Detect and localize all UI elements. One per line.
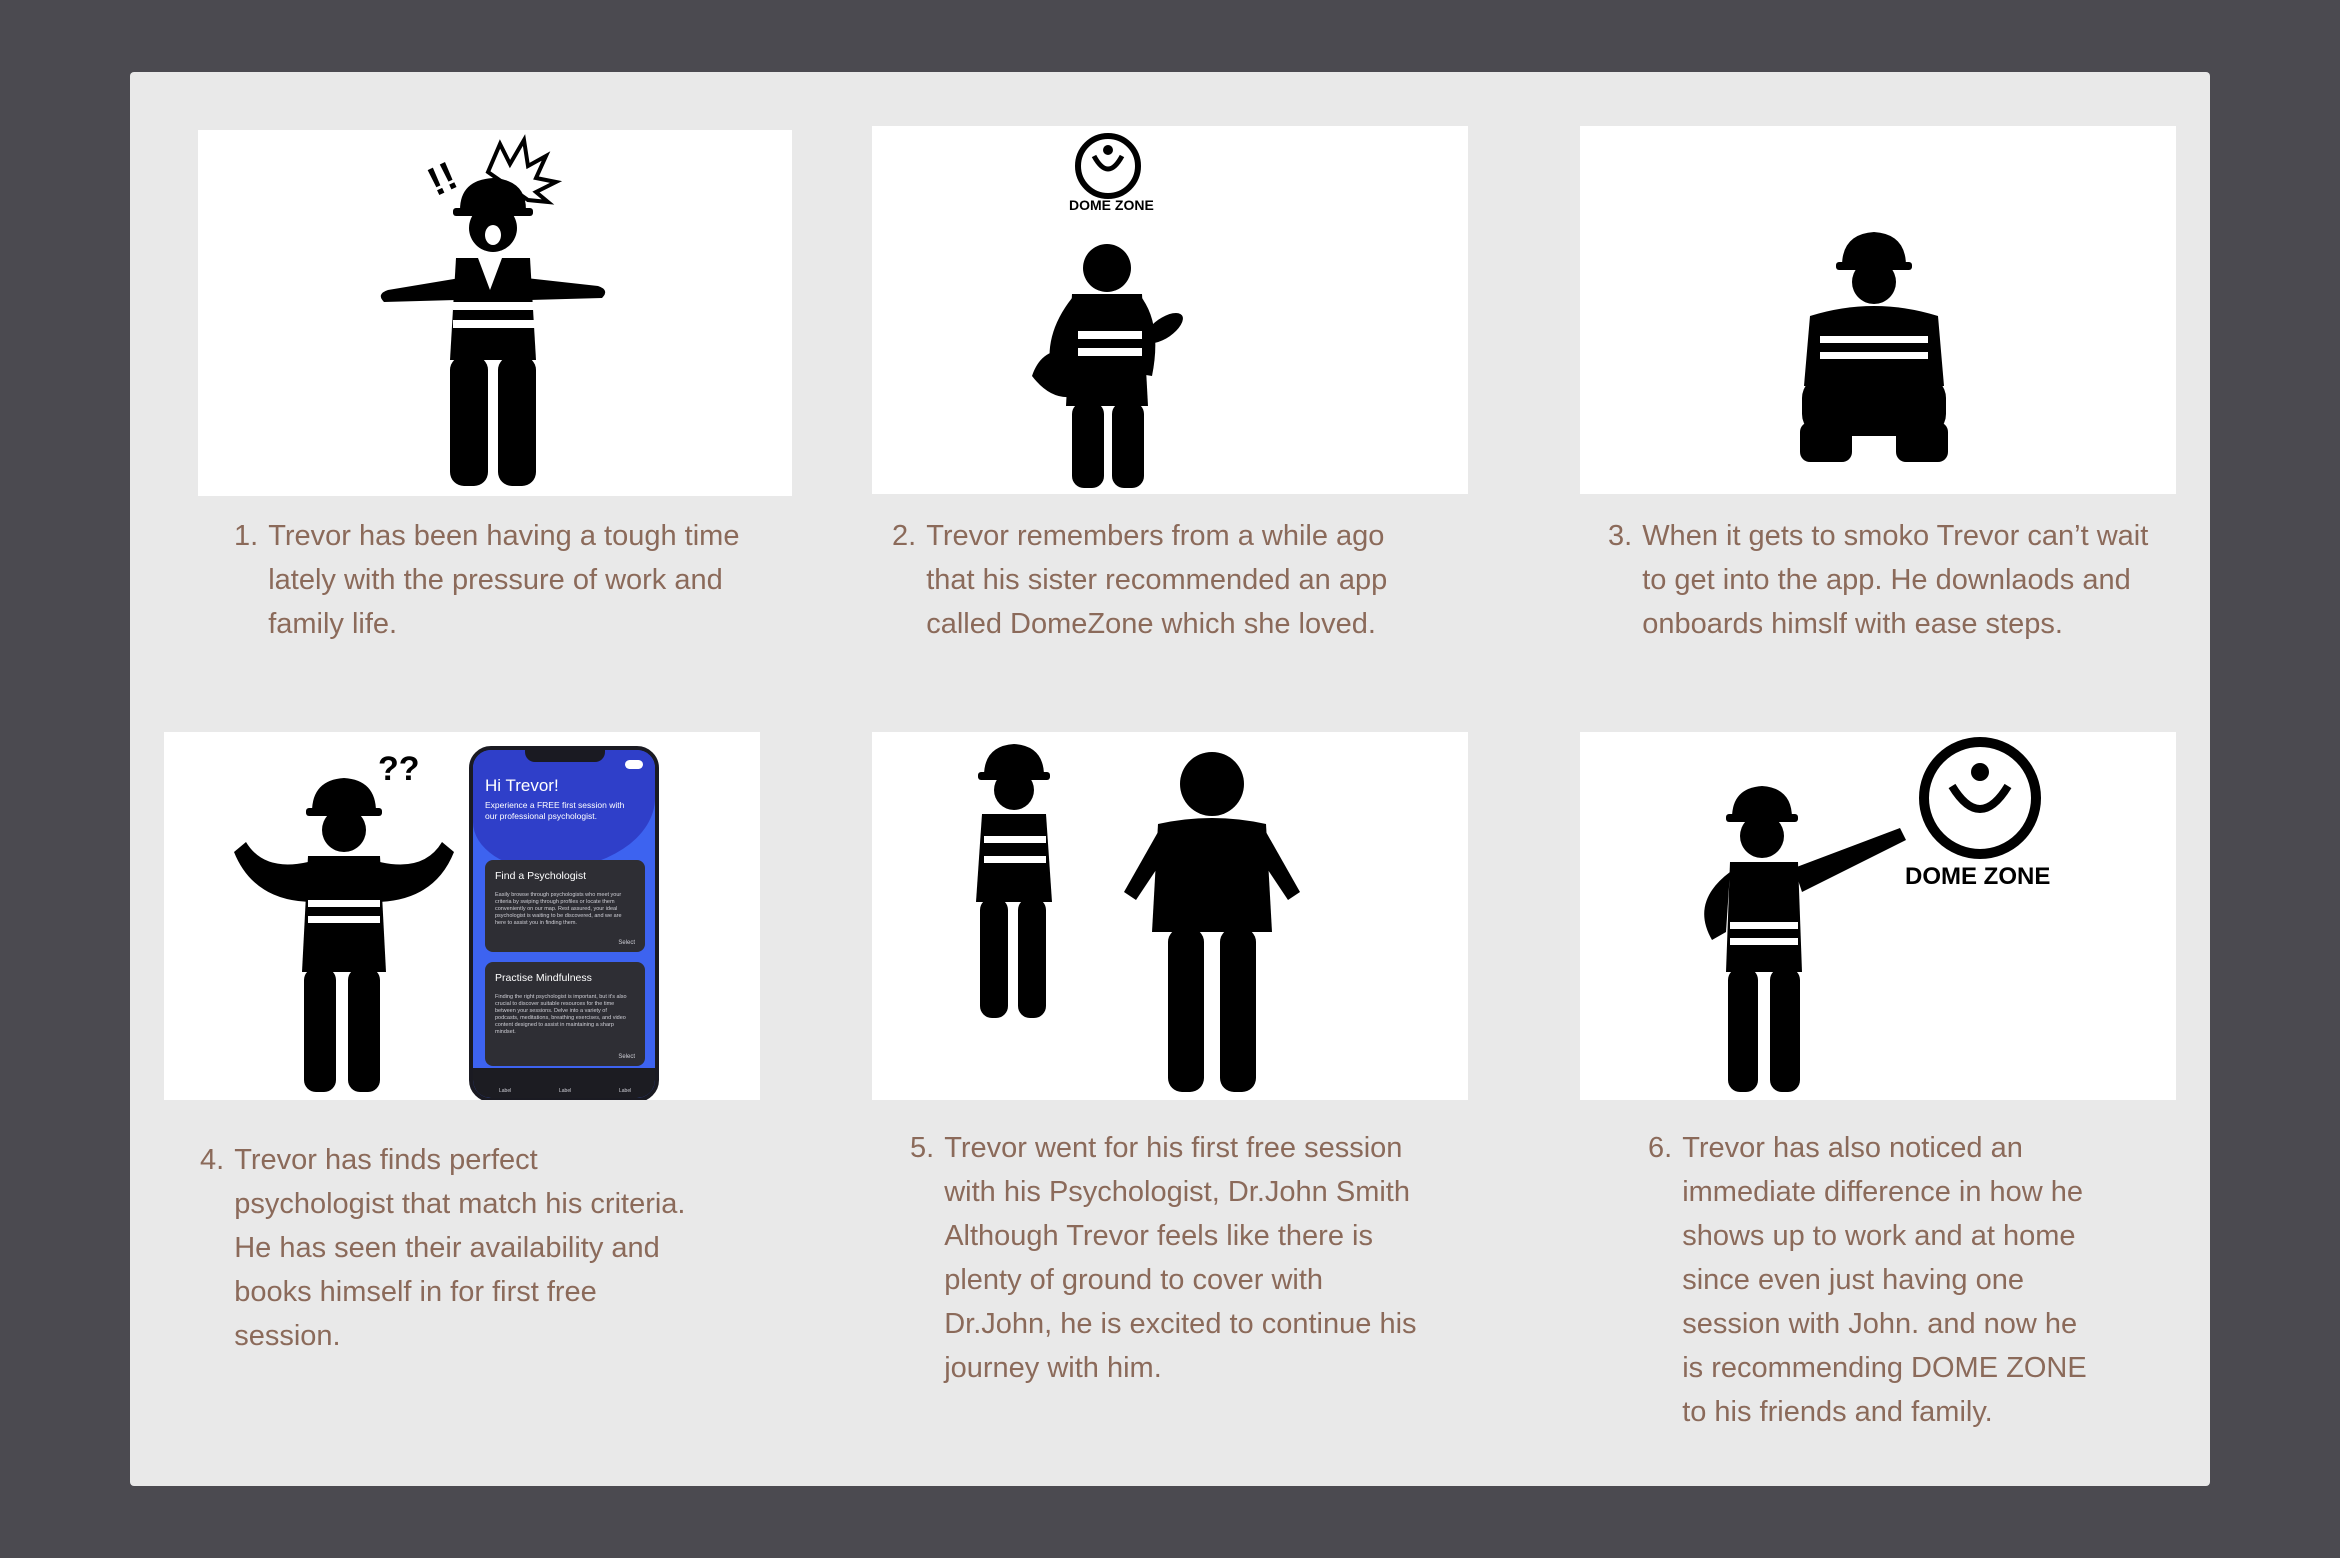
card-title: Practise Mindfulness [495, 972, 592, 984]
practise-mindfulness-card [485, 962, 645, 1066]
panel-6-image [1580, 732, 2176, 1100]
card-title: Find a Psychologist [495, 870, 587, 882]
caption-6 [1648, 1126, 2168, 1434]
caption-3 [1608, 514, 2188, 646]
card-body: Finding the right psychologist is important, but it's also crucial to discover suitable resources for the time between your sessions. Delve into a variety of podcasts, meditations, breathing exercises, and video content designed to assist in maintaining a sharp mindset. [495, 994, 627, 1035]
card-select: Select [618, 940, 635, 946]
step-number: 2. [892, 520, 917, 552]
confused-worker-icon [164, 732, 760, 1100]
panel-2-image [872, 126, 1468, 494]
exclaim-text: !! [421, 153, 464, 205]
step-text: Trevor went for his first free session with his Psychologist, Dr.John Smith Although Trevor feels like there is plenty of ground to cover with Dr.John, he is excited to continue his journey with him. [944, 1132, 1417, 1384]
stressed-worker-icon [198, 130, 792, 496]
storyboard [130, 72, 2210, 1486]
panel-5-image [872, 732, 1468, 1100]
caption-2 [892, 514, 1452, 646]
find-psychologist-card [485, 860, 645, 952]
step-number: 3. [1608, 520, 1633, 552]
caption-5 [910, 1126, 1470, 1390]
tab-label: Label [559, 1088, 572, 1094]
caption-1 [234, 514, 794, 646]
sad-worker-icon [872, 126, 1468, 494]
app-phone-mockup [469, 746, 659, 1100]
step-text: Trevor remembers from a while ago that his sister recommended an app called DomeZone which she loved. [926, 520, 1388, 640]
pointing-worker-icon [1580, 732, 2176, 1100]
panel-4-image [164, 732, 760, 1100]
toggle-icon [625, 760, 643, 769]
panel-3-image [1580, 126, 2176, 494]
step-number: 1. [234, 520, 259, 552]
step-number: 6. [1648, 1132, 1673, 1164]
logo-label: DOME ZONE [1069, 197, 1154, 213]
step-text: Trevor has also noticed an immediate difference in how he shows up to work and at home since even just having one session with John. and now he is recommending DOME ZONE to his friends and family. [1682, 1132, 2087, 1428]
step-text: When it gets to smoko Trevor can’t wait to get into the app. He downlaods and onboards himslf with ease steps. [1642, 520, 2149, 640]
phone-greeting: Hi Trevor! [485, 776, 559, 795]
logo-label: DOME ZONE [1905, 863, 2051, 890]
panel-1-image [198, 130, 792, 496]
phone-subtitle: Experience a FREE first session with our professional psychologist. [485, 800, 625, 821]
step-text: Trevor has been having a tough time lately with the pressure of work and family life. [268, 520, 740, 640]
step-text: Trevor has finds perfect psychologist that match his criteria. He has seen their availability and books himself in for first free session. [234, 1144, 686, 1352]
caption-4 [200, 1138, 760, 1358]
card-body: Easily browse through psychologists who meet your criteria by swiping through profiles or locate them conveniently on our map. Rest assured, your ideal psychologist is waiting to be discovered, and we are here to assist you in finding them. [495, 892, 622, 926]
tab-label: Label [619, 1088, 632, 1094]
worker-and-psychologist-icon [872, 732, 1468, 1100]
step-number: 5. [910, 1132, 935, 1164]
question-text: ?? [378, 750, 420, 788]
tab-label: Label [499, 1088, 512, 1094]
phone-tabbar [473, 1068, 655, 1098]
seated-worker-icon [1580, 126, 2176, 494]
step-number: 4. [200, 1144, 225, 1176]
phone-notch [525, 748, 605, 762]
card-select: Select [618, 1054, 635, 1060]
